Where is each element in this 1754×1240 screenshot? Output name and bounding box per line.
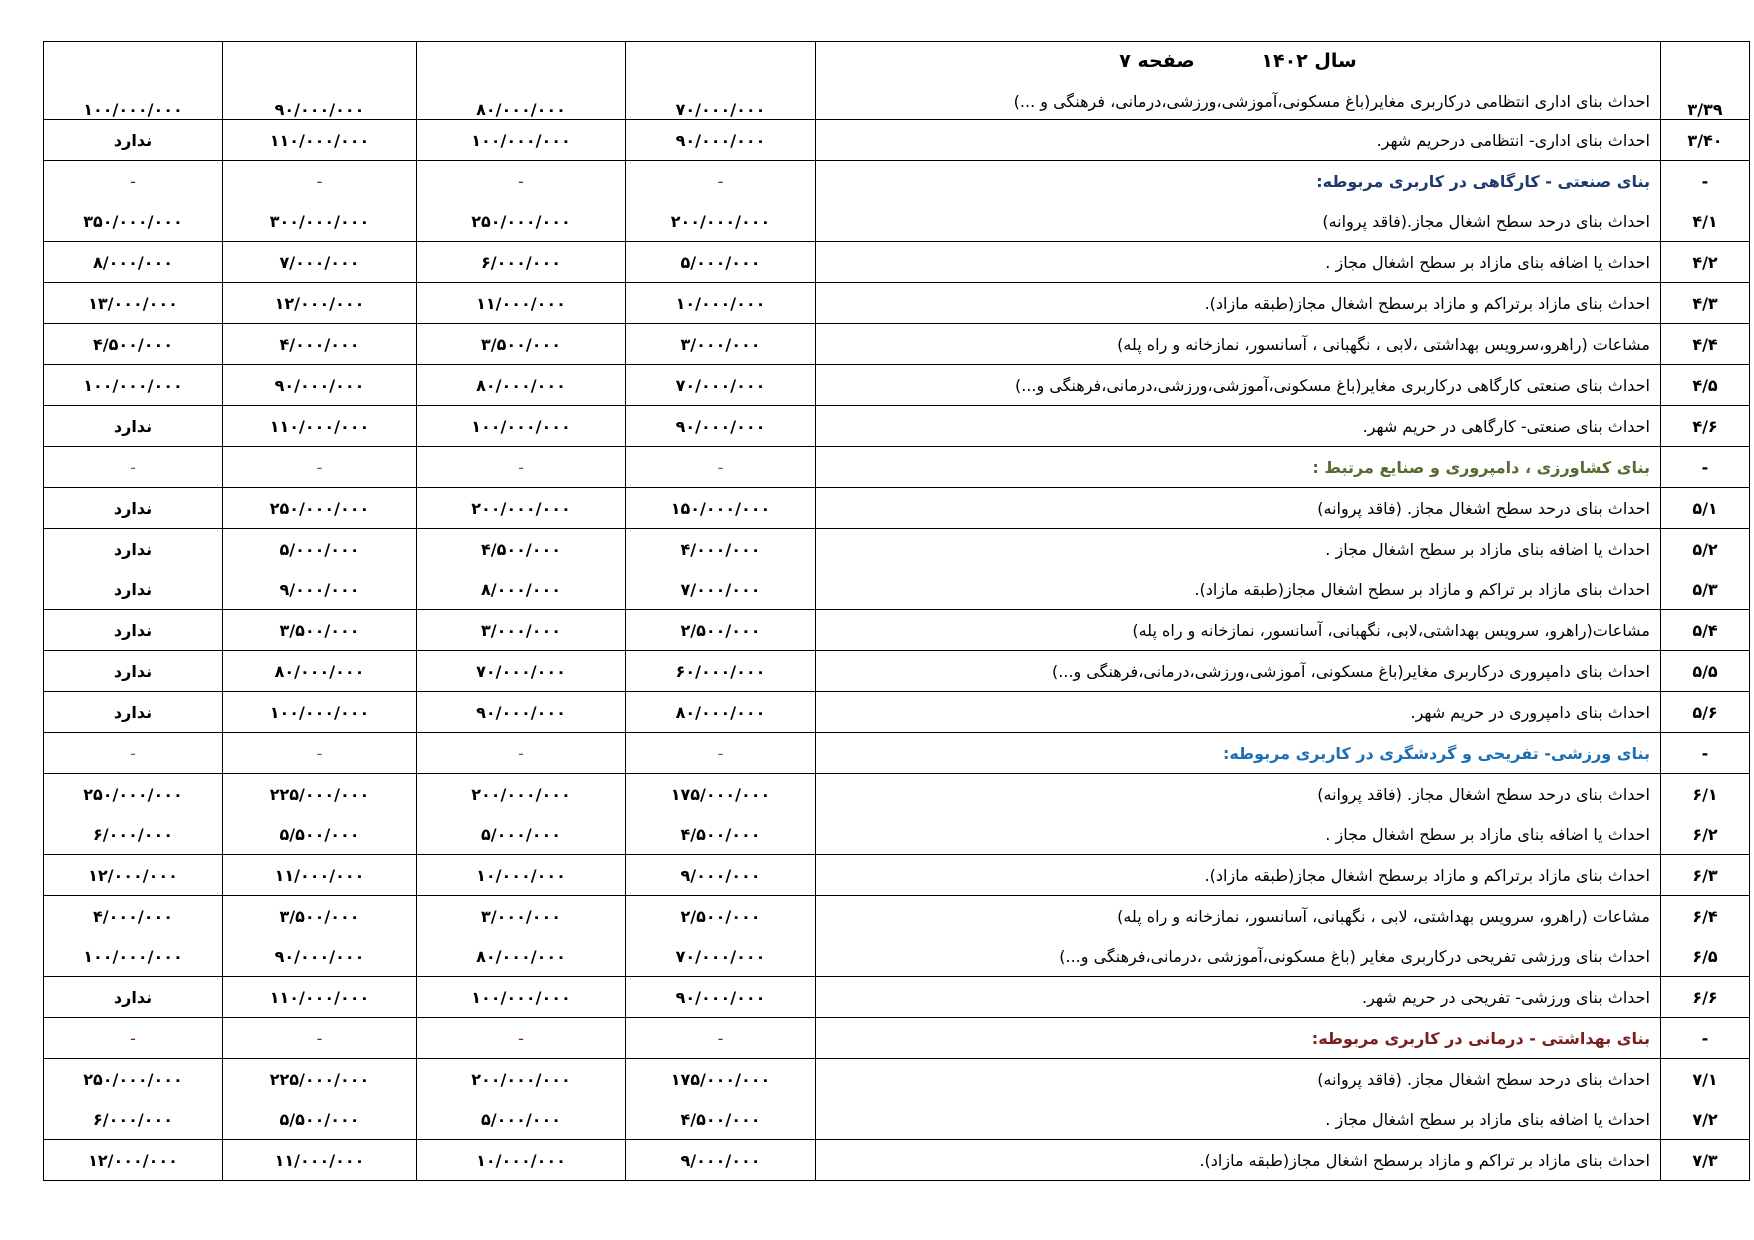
rate-col-4: ۴/۰۰۰/۰۰۰ [44,896,223,937]
rate-col-3: ۱۱۰/۰۰۰/۰۰۰ [223,977,417,1018]
row-description: احداث بنای دامپروری درکاربری مغایر(باغ مسکونی، آموزشی،ورزشی،درمانی،فرهنگی و...) [816,651,1661,692]
page-header [816,50,1660,72]
rate-col-3: - [223,733,417,774]
rate-col-3: ۲۵۰/۰۰۰/۰۰۰ [223,488,417,529]
rate-col-2: ۳/۵۰۰/۰۰۰ [417,324,626,365]
rate-col-1: ۹۰/۰۰۰/۰۰۰ [626,977,816,1018]
rate-col-1: ۶۰/۰۰۰/۰۰۰ [626,651,816,692]
rate-col-1: ۷۰/۰۰۰/۰۰۰ [626,365,816,406]
row-code: ۳/۴۰ [1661,120,1750,161]
section-row [44,733,1750,774]
rate-col-1: ۱۷۵/۰۰۰/۰۰۰ [626,1059,816,1100]
rate-col-2: ۳/۰۰۰/۰۰۰ [417,896,626,937]
table-row [44,651,1750,692]
rate-col-4: ندارد [44,977,223,1018]
row-code: - [1661,733,1750,774]
rate-col-4: ندارد [44,610,223,651]
row-description [816,42,1661,120]
rate-col-2: ۸۰/۰۰۰/۰۰۰ [417,365,626,406]
table-row [44,977,1750,1018]
rate-col-3: - [223,1018,417,1059]
rate-col-2: ۵/۰۰۰/۰۰۰ [417,1099,626,1140]
table-row [44,529,1750,570]
row-description: مشاعات(راهرو، سرویس بهداشتی،لابی، نگهبانی، آسانسور، نمازخانه و راه پله) [816,610,1661,651]
rate-col-1: ۱۵۰/۰۰۰/۰۰۰ [626,488,816,529]
rate-col-3: ۱۱/۰۰۰/۰۰۰ [223,855,417,896]
table-row [44,242,1750,283]
row-description: احداث بنای صنعتی کارگاهی درکاربری مغایر(باغ مسکونی،آموزشی،ورزشی،درمانی،فرهنگی و...) [816,365,1661,406]
rate-col-1: ۱۷۵/۰۰۰/۰۰۰ [626,774,816,815]
row-code: ۳/۳۹ [1661,42,1750,120]
table-row [44,120,1750,161]
rate-col-2: - [417,447,626,488]
rate-col-4: ۲۵۰/۰۰۰/۰۰۰ [44,774,223,815]
rate-col-4: ۳۵۰/۰۰۰/۰۰۰ [44,201,223,242]
row-description: احداث بنای دامپروری در حریم شهر. [816,692,1661,733]
rate-col-4: ۸/۰۰۰/۰۰۰ [44,242,223,283]
row-code: ۵/۵ [1661,651,1750,692]
row-description-text: احداث بنای اداری انتظامی درکاربری مغایر(باغ مسکونی،آموزشی،ورزشی،درمانی، فرهنگی و ...) [1013,92,1650,111]
table-row [44,283,1750,324]
rate-col-2: ۲۵۰/۰۰۰/۰۰۰ [417,201,626,242]
rate-col-3: - [223,161,417,202]
rate-col-2: - [417,733,626,774]
rate-col-3: ۱۲/۰۰۰/۰۰۰ [223,283,417,324]
row-code: ۴/۲ [1661,242,1750,283]
rate-col-2: ۲۰۰/۰۰۰/۰۰۰ [417,1059,626,1100]
row-code: ۷/۳ [1661,1140,1750,1181]
rate-col-2: ۴/۵۰۰/۰۰۰ [417,529,626,570]
rate-col-2: ۱۰/۰۰۰/۰۰۰ [417,1140,626,1181]
rate-col-3: - [223,447,417,488]
rate-col-1: ۹/۰۰۰/۰۰۰ [626,1140,816,1181]
table-row [44,1099,1750,1140]
row-code: ۶/۱ [1661,774,1750,815]
row-code: ۴/۶ [1661,406,1750,447]
row-description: احداث بنای درحد سطح اشغال مجاز. (فاقد پروانه) [816,1059,1661,1100]
rate-col-3: ۵/۵۰۰/۰۰۰ [223,1099,417,1140]
row-code: ۴/۴ [1661,324,1750,365]
rate-col-1: ۷۰/۰۰۰/۰۰۰ [626,42,816,120]
rate-col-4: - [44,733,223,774]
rate-col-2: ۵/۰۰۰/۰۰۰ [417,814,626,855]
section-title: بنای صنعتی - کارگاهی در کاربری مربوطه: [816,161,1661,202]
rate-col-3: ۲۲۵/۰۰۰/۰۰۰ [223,774,417,815]
rate-col-1: ۵/۰۰۰/۰۰۰ [626,242,816,283]
table-row [44,406,1750,447]
table-row [44,1059,1750,1100]
rate-col-3: ۹۰/۰۰۰/۰۰۰ [223,365,417,406]
row-description: احداث یا اضافه بنای مازاد بر سطح اشغال مجاز . [816,814,1661,855]
table-row [44,855,1750,896]
row-code: ۶/۲ [1661,814,1750,855]
table-row [44,610,1750,651]
tariff-table [43,41,1750,1181]
rate-col-4: ۶/۰۰۰/۰۰۰ [44,1099,223,1140]
rate-col-1: ۹۰/۰۰۰/۰۰۰ [626,120,816,161]
rate-col-1: ۱۰/۰۰۰/۰۰۰ [626,283,816,324]
rate-col-3: ۹۰/۰۰۰/۰۰۰ [223,42,417,120]
row-code: - [1661,1018,1750,1059]
table-row [44,774,1750,815]
rate-col-4: ندارد [44,406,223,447]
rate-col-4: ندارد [44,651,223,692]
rate-col-2: ۱۰۰/۰۰۰/۰۰۰ [417,406,626,447]
section-row [44,1018,1750,1059]
row-description: احداث بنای اداری- انتظامی درحریم شهر. [816,120,1661,161]
rate-col-3: ۳۰۰/۰۰۰/۰۰۰ [223,201,417,242]
rate-col-3: ۱۱۰/۰۰۰/۰۰۰ [223,120,417,161]
rate-col-2: ۳/۰۰۰/۰۰۰ [417,610,626,651]
rate-col-2: ۱۰۰/۰۰۰/۰۰۰ [417,120,626,161]
rate-col-3: ۹/۰۰۰/۰۰۰ [223,569,417,610]
row-code: ۴/۱ [1661,201,1750,242]
rate-col-4: ۱۳/۰۰۰/۰۰۰ [44,283,223,324]
rate-col-4: ندارد [44,120,223,161]
rate-col-4: ندارد [44,692,223,733]
row-description: احداث بنای صنعتی- کارگاهی در حریم شهر. [816,406,1661,447]
table-row [44,814,1750,855]
section-title: بنای ورزشی- تفریحی و گردشگری در کاربری مربوطه: [816,733,1661,774]
rate-col-1: - [626,733,816,774]
rate-col-4: ۱۰۰/۰۰۰/۰۰۰ [44,936,223,977]
row-code: - [1661,447,1750,488]
rate-col-1: - [626,1018,816,1059]
rate-col-3: ۵/۵۰۰/۰۰۰ [223,814,417,855]
row-code: ۷/۲ [1661,1099,1750,1140]
row-code: ۶/۵ [1661,936,1750,977]
rate-col-1: ۲/۵۰۰/۰۰۰ [626,610,816,651]
rate-col-4: - [44,1018,223,1059]
row-description: احداث بنای مازاد برتراکم و مازاد برسطح اشغال مجاز(طبقه مازاد). [816,855,1661,896]
row-code: ۵/۳ [1661,569,1750,610]
rate-col-4: ۱۰۰/۰۰۰/۰۰۰ [44,365,223,406]
rate-col-2: ۲۰۰/۰۰۰/۰۰۰ [417,488,626,529]
row-description: احداث یا اضافه بنای مازاد بر سطح اشغال مجاز . [816,1099,1661,1140]
rate-col-4: ندارد [44,569,223,610]
rate-col-4: - [44,447,223,488]
rate-col-3: ۴/۰۰۰/۰۰۰ [223,324,417,365]
rate-col-3: ۱۱/۰۰۰/۰۰۰ [223,1140,417,1181]
rate-col-3: ۳/۵۰۰/۰۰۰ [223,610,417,651]
section-row [44,161,1750,202]
row-description: احداث بنای درحد سطح اشغال مجاز. (فاقد پروانه) [816,488,1661,529]
rate-col-2: ۹۰/۰۰۰/۰۰۰ [417,692,626,733]
rate-col-2: - [417,161,626,202]
rate-col-2: ۷۰/۰۰۰/۰۰۰ [417,651,626,692]
rate-col-1: ۹/۰۰۰/۰۰۰ [626,855,816,896]
section-row [44,447,1750,488]
table-row [44,488,1750,529]
rate-col-1: ۴/۵۰۰/۰۰۰ [626,1099,816,1140]
row-description: مشاعات (راهرو،سرویس بهداشتی ،لابی ، نگهبانی ، آسانسور، نمازخانه و راه پله) [816,324,1661,365]
rate-col-3: ۳/۵۰۰/۰۰۰ [223,896,417,937]
table-row [44,1140,1750,1181]
rate-col-4: ۱۰۰/۰۰۰/۰۰۰ [44,42,223,120]
rate-col-2: ۱۱/۰۰۰/۰۰۰ [417,283,626,324]
rate-col-1: ۲۰۰/۰۰۰/۰۰۰ [626,201,816,242]
rate-col-1: ۲/۵۰۰/۰۰۰ [626,896,816,937]
row-code: ۵/۱ [1661,488,1750,529]
row-code: ۶/۶ [1661,977,1750,1018]
rate-col-4: ندارد [44,529,223,570]
row-code: ۴/۳ [1661,283,1750,324]
row-description: احداث بنای درحد سطح اشغال مجاز. (فاقد پروانه) [816,774,1661,815]
rate-col-2: - [417,1018,626,1059]
rate-col-1: ۷/۰۰۰/۰۰۰ [626,569,816,610]
rate-col-2: ۸۰/۰۰۰/۰۰۰ [417,42,626,120]
rate-col-3: ۷/۰۰۰/۰۰۰ [223,242,417,283]
rate-col-4: ۲۵۰/۰۰۰/۰۰۰ [44,1059,223,1100]
rate-col-1: ۹۰/۰۰۰/۰۰۰ [626,406,816,447]
rate-col-4: - [44,161,223,202]
rate-col-2: ۲۰۰/۰۰۰/۰۰۰ [417,774,626,815]
row-description: احداث بنای مازاد بر تراکم و مازاد برسطح اشغال مجاز(طبقه مازاد). [816,1140,1661,1181]
rate-col-2: ۶/۰۰۰/۰۰۰ [417,242,626,283]
row-code: ۵/۴ [1661,610,1750,651]
rate-col-2: ۸۰/۰۰۰/۰۰۰ [417,936,626,977]
rate-col-1: ۷۰/۰۰۰/۰۰۰ [626,936,816,977]
rate-col-1: - [626,161,816,202]
rate-col-1: ۴/۰۰۰/۰۰۰ [626,529,816,570]
row-description: احداث بنای ورزشی تفریحی درکاربری مغایر (باغ مسکونی،آموزشی ،درمانی،فرهنگی و...) [816,936,1661,977]
rate-col-2: ۱۰/۰۰۰/۰۰۰ [417,855,626,896]
rate-col-1: - [626,447,816,488]
table-row-header-0 [44,42,1750,120]
rate-col-4: ۱۲/۰۰۰/۰۰۰ [44,1140,223,1181]
rate-col-3: ۹۰/۰۰۰/۰۰۰ [223,936,417,977]
rate-col-3: ۲۲۵/۰۰۰/۰۰۰ [223,1059,417,1100]
row-description: احداث یا اضافه بنای مازاد بر سطح اشغال مجاز . [816,242,1661,283]
section-title: بنای بهداشتی - درمانی در کاربری مربوطه: [816,1018,1661,1059]
table-row [44,324,1750,365]
rate-col-1: ۸۰/۰۰۰/۰۰۰ [626,692,816,733]
row-code: ۶/۳ [1661,855,1750,896]
section-title: بنای کشاورزی ، دامپروری و صنایع مرتبط : [816,447,1661,488]
rate-col-2: ۱۰۰/۰۰۰/۰۰۰ [417,977,626,1018]
row-description: مشاعات (راهرو، سرویس بهداشتی، لابی ، نگهبانی، آسانسور، نمازخانه و راه پله) [816,896,1661,937]
year-label: سال ۱۴۰۲ [1261,50,1357,72]
row-description: احداث بنای ورزشی- تفریحی در حریم شهر. [816,977,1661,1018]
rate-col-3: ۵/۰۰۰/۰۰۰ [223,529,417,570]
rate-col-3: ۱۰۰/۰۰۰/۰۰۰ [223,692,417,733]
table-row [44,201,1750,242]
rate-col-4: ۶/۰۰۰/۰۰۰ [44,814,223,855]
table-row [44,896,1750,937]
row-code: ۶/۴ [1661,896,1750,937]
table-row [44,365,1750,406]
rate-col-1: ۳/۰۰۰/۰۰۰ [626,324,816,365]
rate-col-4: ندارد [44,488,223,529]
row-description: احداث یا اضافه بنای مازاد بر سطح اشغال مجاز . [816,529,1661,570]
rate-col-4: ۴/۵۰۰/۰۰۰ [44,324,223,365]
table-row [44,692,1750,733]
row-code: ۷/۱ [1661,1059,1750,1100]
table-row [44,569,1750,610]
rate-col-3: ۱۱۰/۰۰۰/۰۰۰ [223,406,417,447]
page-label: صفحه ۷ [1119,50,1195,72]
rate-col-1: ۴/۵۰۰/۰۰۰ [626,814,816,855]
table-row [44,936,1750,977]
row-code: ۵/۲ [1661,529,1750,570]
row-description: احداث بنای مازاد برتراکم و مازاد برسطح اشغال مجاز(طبقه مازاد). [816,283,1661,324]
row-code: ۵/۶ [1661,692,1750,733]
rate-col-3: ۸۰/۰۰۰/۰۰۰ [223,651,417,692]
rate-col-4: ۱۲/۰۰۰/۰۰۰ [44,855,223,896]
row-description: احداث بنای درحد سطح اشغال مجاز.(فاقد پروانه) [816,201,1661,242]
row-description: احداث بنای مازاد بر تراکم و مازاد بر سطح اشغال مجاز(طبقه مازاد). [816,569,1661,610]
rate-col-2: ۸/۰۰۰/۰۰۰ [417,569,626,610]
row-code: - [1661,161,1750,202]
row-code: ۴/۵ [1661,365,1750,406]
